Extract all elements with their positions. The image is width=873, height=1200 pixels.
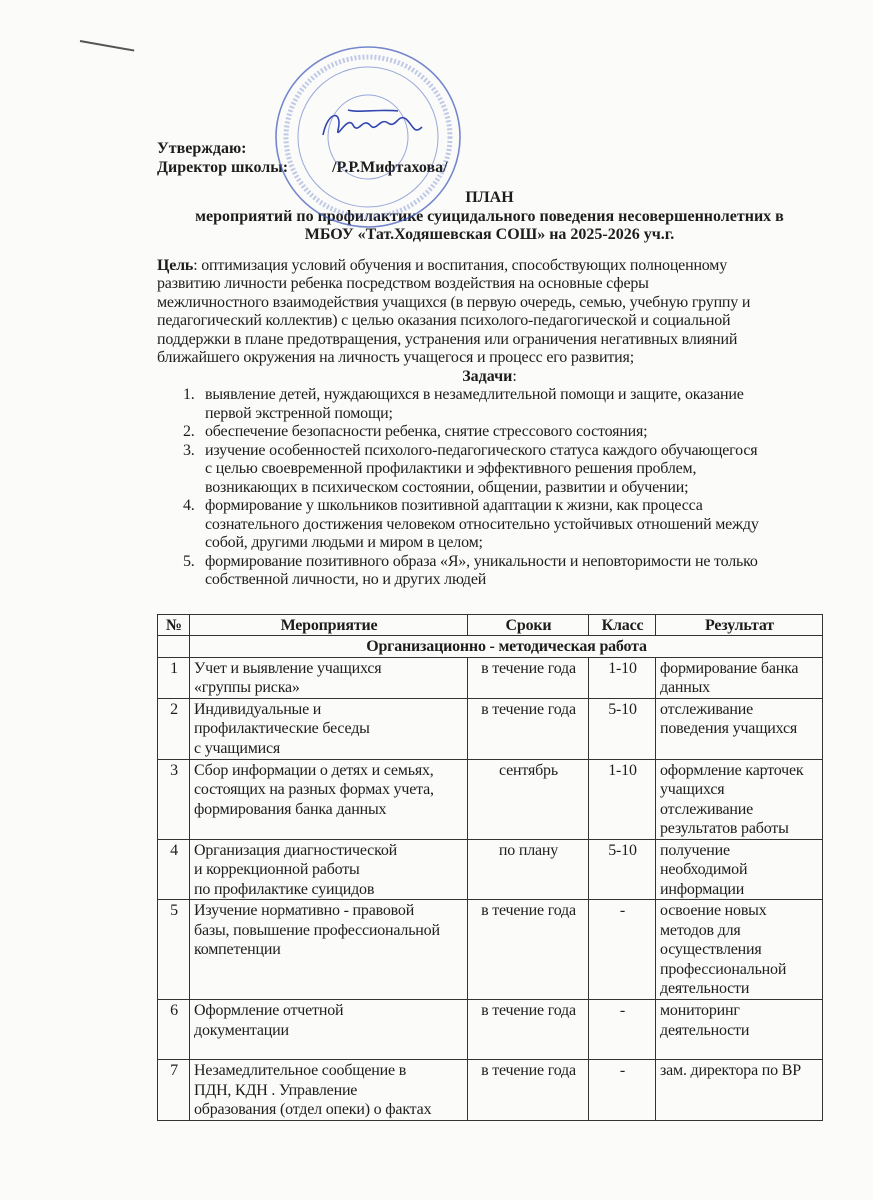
row-number: 3 [158, 759, 190, 839]
tasks-heading: Задачи: [462, 367, 517, 385]
class-cell: 5-10 [589, 839, 656, 900]
table-row [158, 900, 823, 1000]
document-title [157, 189, 822, 245]
col-header-term: Сроки [468, 614, 589, 636]
table-row [158, 657, 823, 698]
task-number: 1. [183, 386, 195, 403]
task-text: формирование позитивного образа «Я», уникальности и неповторимости не только собственной личности, но и других людей [205, 552, 758, 588]
goal-label: Цель [157, 256, 194, 274]
task-text: обеспечение безопасности ребенка, снятие стрессового состояния; [205, 423, 648, 440]
task-number: 4. [183, 497, 195, 514]
table-row [158, 698, 823, 759]
tasks-label: Задачи [462, 367, 513, 385]
table-row [158, 759, 823, 839]
event-cell: Оформление отчетной документации [190, 1000, 468, 1060]
class-cell: - [589, 1060, 656, 1121]
event-cell: Учет и выявление учащихся «группы риска» [190, 657, 468, 698]
event-cell: Сбор информации о детях и семьях, состоящих на разных формах учета, формирования банка данных [190, 759, 468, 839]
result-cell: освоение новых методов для осуществления профессиональной деятельности [656, 900, 823, 1000]
task-text: формирование у школьников позитивной адаптации к жизни, как процесса сознательного достижения человеком относительно устойчивых отношений между собой, другими людьми и миром в целом; [205, 497, 759, 551]
event-cell: Индивидуальные и профилактические беседы с учащимися [190, 698, 468, 759]
scan-mark [80, 40, 135, 52]
term-cell: в течение года [468, 900, 589, 1000]
result-cell: мониторинг деятельности [656, 1000, 823, 1060]
row-number: 7 [158, 1060, 190, 1121]
plan-subtitle: мероприятий по профилактике суицидального поведения несовершеннолетних в МБОУ «Тат.Ходяшевская СОШ» на 2025-2026 уч.г. [195, 207, 784, 243]
approval-block [157, 139, 827, 177]
row-number: 6 [158, 1000, 190, 1060]
event-cell: Незамедлительное сообщение в ПДН, КДН . Управление образования (отдел опеки) о фактах [190, 1060, 468, 1121]
task-item [157, 442, 827, 498]
tasks-list [157, 386, 827, 590]
task-item [157, 553, 827, 590]
class-cell: 1-10 [589, 657, 656, 698]
section-title: Организационно - методическая работа [190, 636, 823, 658]
col-header-class: Класс [589, 614, 656, 636]
task-item [157, 386, 827, 423]
section-row [158, 636, 823, 658]
col-header-event: Мероприятие [190, 614, 468, 636]
result-cell: оформление карточек учащихся отслеживание результатов работы [656, 759, 823, 839]
goal-text: : оптимизация условий обучения и воспитания, способствующих полноценному развитию личности ребенка посредством воздействия на основные сферы межличностного взаимодействия учащихся (в первую очередь, семью, учебную группу и педагогический коллектив) с целью оказания психолого-педагогической и социальной поддержки в плане предотвращения, устранения или ограничения негативных влияний ближайшего окружения на личность учащегося и процесс его развития; [157, 256, 751, 366]
term-cell: в течение года [468, 1060, 589, 1121]
term-cell: в течение года [468, 698, 589, 759]
row-number: 5 [158, 900, 190, 1000]
class-cell: - [589, 1000, 656, 1060]
result-cell: зам. директора по ВР [656, 1060, 823, 1121]
event-cell: Изучение нормативно - правовой базы, повышение профессиональной компетенции [190, 900, 468, 1000]
row-number: 1 [158, 657, 190, 698]
task-number: 3. [183, 441, 195, 459]
goal-paragraph [157, 257, 827, 368]
class-cell: - [589, 900, 656, 1000]
director-name: /Р.Р.Мифтахова/ [332, 159, 448, 176]
task-item [157, 423, 827, 442]
director-label: Директор школы: [157, 159, 289, 176]
term-cell: по плану [468, 839, 589, 900]
event-cell: Организация диагностической и коррекционной работы по профилактике суицидов [190, 839, 468, 900]
col-header-result: Результат [656, 614, 823, 636]
table-header-row [158, 614, 823, 636]
task-number: 5. [183, 552, 195, 570]
row-number: 4 [158, 839, 190, 900]
result-cell: отслеживание поведения учащихся [656, 698, 823, 759]
result-cell: получение необходимой информации [656, 839, 823, 900]
approve-label: Утверждаю: [157, 140, 247, 157]
term-cell: в течение года [468, 657, 589, 698]
table-row [158, 1000, 823, 1060]
task-number: 2. [183, 423, 195, 440]
events-table [157, 614, 823, 1121]
col-header-number: № [158, 614, 190, 636]
row-number: 2 [158, 698, 190, 759]
table-row [158, 1060, 823, 1121]
term-cell: в течение года [468, 1000, 589, 1060]
result-cell: формирование банка данных [656, 657, 823, 698]
table-row [158, 839, 823, 900]
task-text: изучение особенностей психолого-педагогического статуса каждого обучающегося с целью своевременной профилактики и эффективного решения проблем, возникающих в психическом состоянии, общении, развитии и обучении; [205, 441, 758, 496]
task-text: выявление детей, нуждающихся в незамедлительной помощи и защите, оказание первой экстренной помощи; [205, 386, 744, 422]
class-cell: 1-10 [589, 759, 656, 839]
class-cell: 5-10 [589, 698, 656, 759]
term-cell: сентябрь [468, 759, 589, 839]
document-body [157, 0, 827, 1121]
section-empty-cell [158, 636, 190, 658]
task-item [157, 497, 827, 553]
plan-heading: ПЛАН [465, 189, 514, 206]
